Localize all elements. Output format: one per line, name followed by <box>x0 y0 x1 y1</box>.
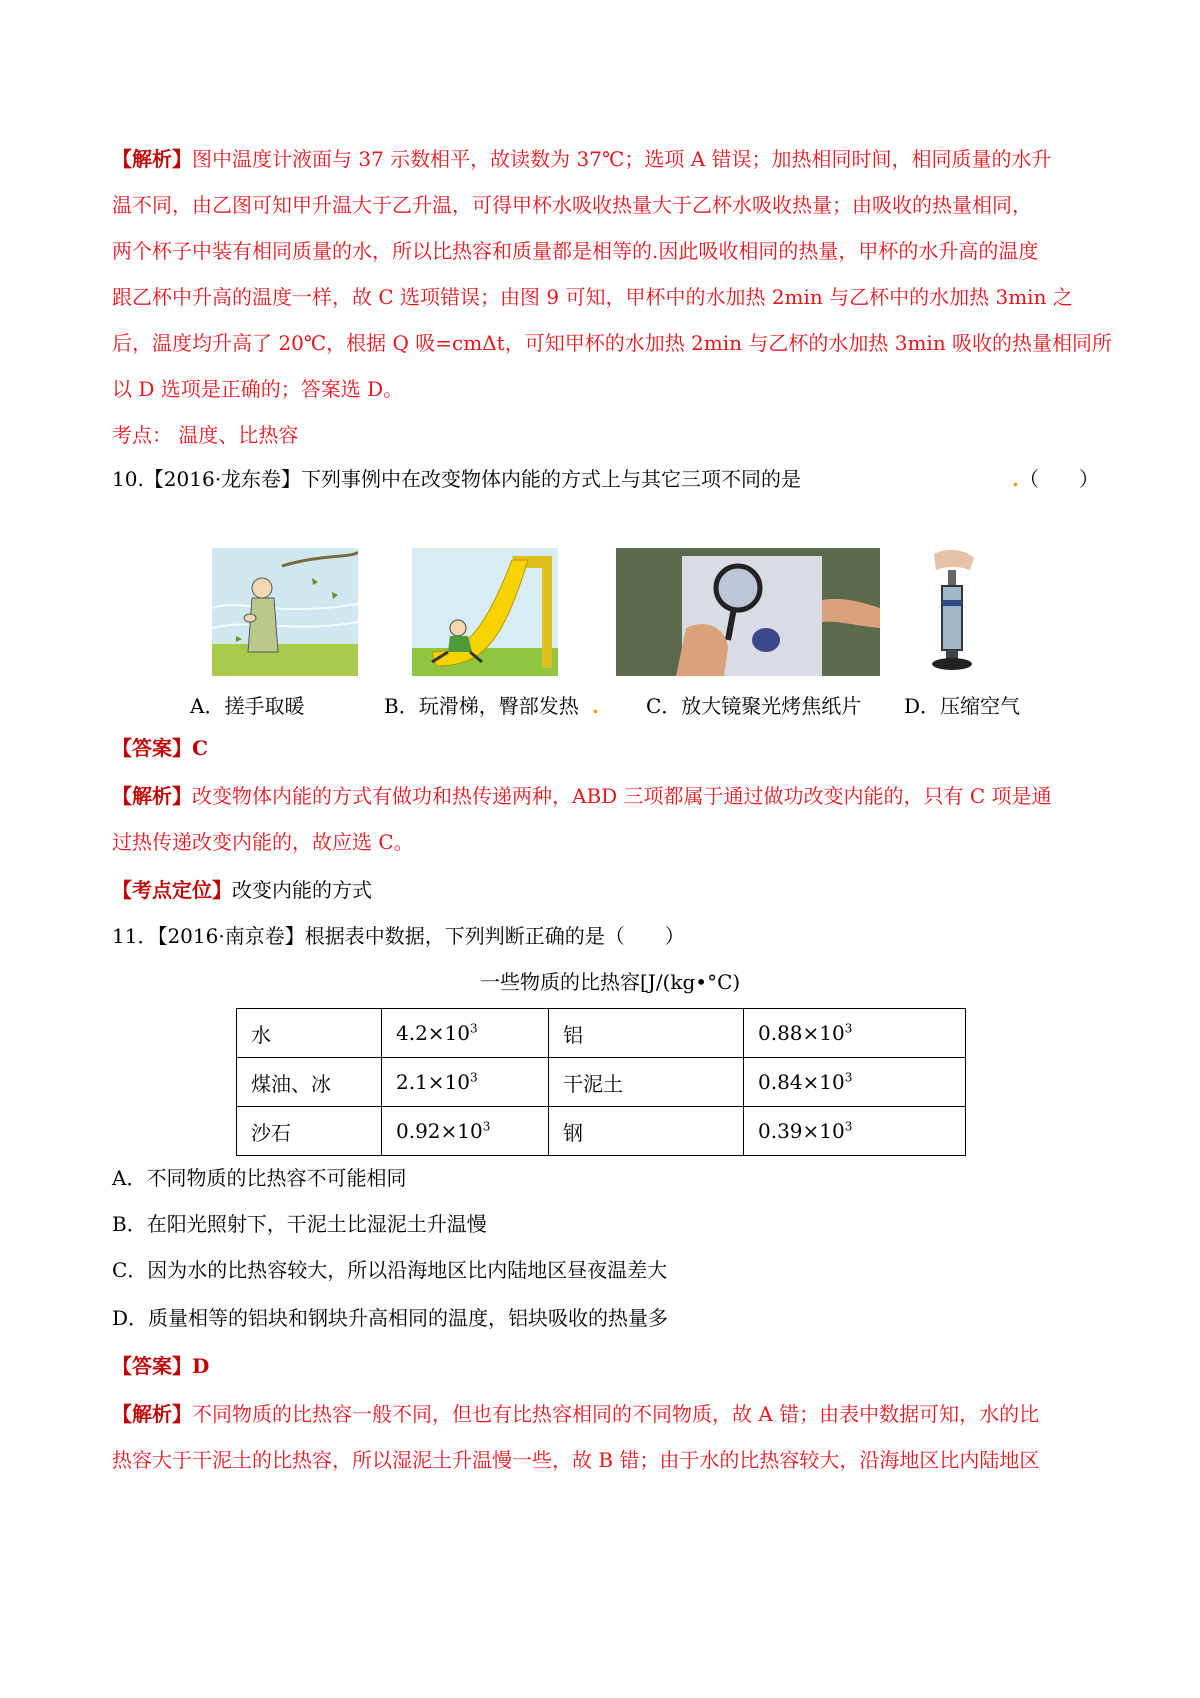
q10-paren: .（ ） <box>1012 467 1099 491</box>
q11-option-c: C．因为水的比热容较大，所以沿海地区比内陆地区昼夜温差大 <box>112 1258 668 1282</box>
q10-option-b: B．玩滑梯，臀部发热 <box>384 694 579 718</box>
q10-answer-line <box>112 734 208 762</box>
table-cell: $0.92\times 10^3$ <box>382 1107 549 1156</box>
q10-option-c: C．放大镜聚光烤焦纸片 <box>646 694 862 718</box>
table-cell: $0.39\times 10^3$ <box>744 1107 966 1156</box>
analysis-label: 【解析】 <box>112 784 192 808</box>
q9-analysis-line3: 两个杯子中装有相同质量的水，所以比热容和质量都是相等的.因此吸收相同的热量，甲杯的水升高的温度 <box>112 239 1039 263</box>
table-row <box>237 1107 966 1156</box>
q11-answer: D <box>192 1354 210 1378</box>
table-cell: $2.1\times 10^3$ <box>382 1058 549 1107</box>
table-cell: 沙石 <box>237 1107 382 1156</box>
q10-analysis-line1 <box>112 782 1052 810</box>
table-cell: $0.88\times 10^3$ <box>744 1009 966 1058</box>
table-cell: 煤油、冰 <box>237 1058 382 1107</box>
q11-answer-line <box>112 1352 209 1380</box>
q9-kaodian: 考点： 温度、比热容 <box>112 423 299 447</box>
q11-analysis-line1 <box>112 1400 1039 1428</box>
q10-option-a: A．搓手取暖 <box>190 694 305 718</box>
table-cell: 水 <box>237 1009 382 1058</box>
q10-option-d: D．压缩空气 <box>904 694 1021 718</box>
q10-stem: 10.【2016·龙东卷】下列事例中在改变物体内能的方式上与其它三项不同的是 <box>112 467 802 491</box>
q11-analysis-line2: 热容大于干泥土的比热容，所以湿泥土升温慢一些，故 B 错；由于水的比热容较大，沿海地区比内陆地区 <box>112 1448 1040 1472</box>
figure-slide <box>412 548 558 676</box>
table-row <box>237 1058 966 1107</box>
kaodian-label: 【考点定位】 <box>112 878 232 902</box>
q10-dot: . <box>592 694 599 718</box>
q9-analysis-line4: 跟乙杯中升高的温度一样，故 C 选项错误；由图 9 可知，甲杯中的水加热 2min 与乙杯中的水加热 3min 之 <box>112 285 1073 309</box>
q11-option-d: D．质量相等的铝块和钢块升高相同的温度，铝块吸收的热量多 <box>112 1306 669 1330</box>
q9-analysis-line1 <box>112 145 1052 173</box>
q11-table-title: 一些物质的比热容[J/(kg•°C) <box>480 970 741 994</box>
table-row <box>237 1009 966 1058</box>
figure-rubbing-hands <box>212 548 358 676</box>
figure-magnifier <box>616 548 880 676</box>
specific-heat-table <box>236 1008 966 1156</box>
answer-label: 【答案】 <box>112 1354 192 1378</box>
analysis-label: 【解析】 <box>112 1402 192 1426</box>
analysis-label: 【解析】 <box>112 147 192 171</box>
q11-option-b: B．在阳光照射下，干泥土比湿泥土升温慢 <box>112 1212 487 1236</box>
q9-analysis-line2: 温不同，由乙图可知甲升温大于乙升温，可得甲杯水吸收热量大于乙杯水吸收热量；由吸收的热量相同， <box>112 193 1032 217</box>
q11-option-a: A．不同物质的比热容不可能相同 <box>112 1166 407 1190</box>
table-cell: 干泥土 <box>549 1058 744 1107</box>
q11-analysis-text1: 不同物质的比热容一般不同，但也有比热容相同的不同物质，故 A 错；由表中数据可知，水的比 <box>192 1402 1040 1426</box>
q9-analysis-text1: 图中温度计液面与 37 示数相平，故读数为 37℃；选项 A 错误；加热相同时间，相同质量的水升 <box>192 147 1052 171</box>
table-cell: 铝 <box>549 1009 744 1058</box>
q10-analysis-text1: 改变物体内能的方式有做功和热传递两种，ABD 三项都属于通过做功改变内能的，只有 C 项是通 <box>192 784 1052 808</box>
q10-kaodian-line <box>112 876 372 904</box>
table-cell: 钢 <box>549 1107 744 1156</box>
table-cell: $0.84\times 10^3$ <box>744 1058 966 1107</box>
q9-analysis-line6: 以 D 选项是正确的；答案选 D。 <box>112 377 404 401</box>
q10-kaodian: 改变内能的方式 <box>232 878 372 902</box>
q10-analysis-line2: 过热传递改变内能的，故应选 C。 <box>112 830 414 854</box>
q11-stem: 11．【2016·南京卷】根据表中数据，下列判断正确的是（ ） <box>112 924 685 948</box>
answer-label: 【答案】 <box>112 736 192 760</box>
q10-answer: C <box>192 736 208 760</box>
table-cell: $4.2\times 10^3$ <box>382 1009 549 1058</box>
q9-analysis-line5: 后，温度均升高了 20℃，根据 Q 吸=cmΔt，可知甲杯的水加热 2min 与乙杯的水加热 3min 吸收的热量相同所 <box>112 331 1113 355</box>
figure-air-compression <box>924 548 982 676</box>
